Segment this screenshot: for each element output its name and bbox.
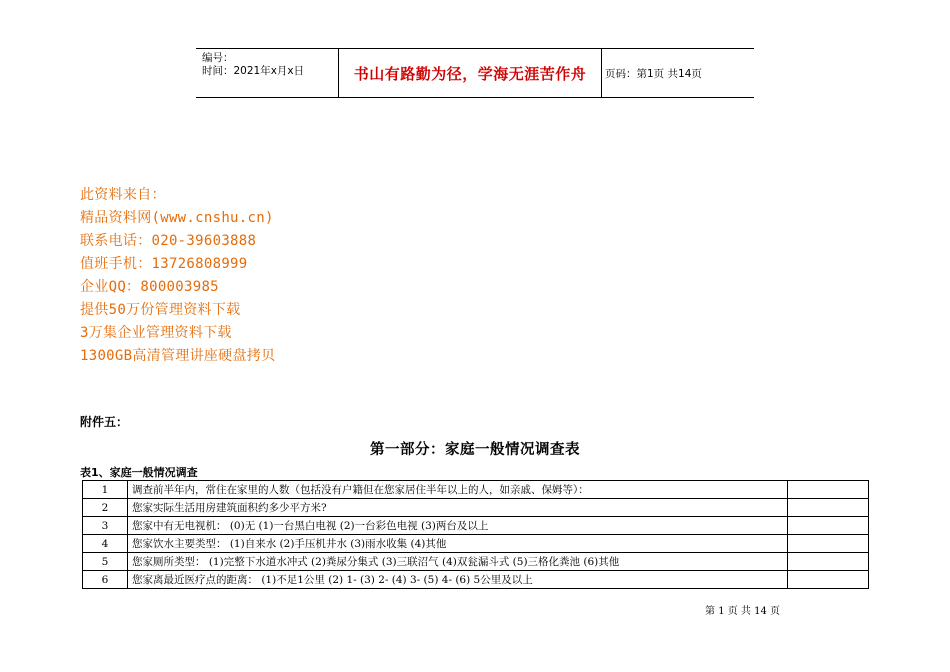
annex-label: 附件五： bbox=[80, 415, 129, 429]
promo-line: 值班手机：13726808999 bbox=[80, 256, 248, 272]
table-row bbox=[83, 571, 869, 589]
row-question: 调查前半年内，常住在家里的人数（包括没有户籍但在您家居住半年以上的人，如亲戚、保姆等）： bbox=[128, 481, 788, 499]
promo-line: 3万集企业管理资料下载 bbox=[80, 325, 232, 341]
survey-table bbox=[82, 480, 869, 589]
row-answer-cell[interactable] bbox=[788, 517, 869, 535]
row-number: 3 bbox=[83, 517, 128, 535]
part-title: 第一部分：家庭一般情况调查表 bbox=[370, 442, 580, 458]
row-number: 1 bbox=[83, 481, 128, 499]
promo-line: 企业QQ：800003985 bbox=[80, 279, 219, 295]
row-answer-cell[interactable] bbox=[788, 535, 869, 553]
row-question: 您家厕所类型： (1)完整下水道水冲式 (2)粪尿分集式 (3)三联沼气 (4)双瓮漏斗式 (5)三格化粪池 (6)其他 bbox=[128, 553, 788, 571]
row-number: 6 bbox=[83, 571, 128, 589]
page-header bbox=[196, 48, 754, 98]
row-question: 您家饮水主要类型： (1)自来水 (2)手压机井水 (3)雨水收集 (4)其他 bbox=[128, 535, 788, 553]
row-answer-cell[interactable] bbox=[788, 499, 869, 517]
header-page-code: 页码：第1页 共14页 bbox=[605, 67, 702, 80]
table-row bbox=[83, 517, 869, 535]
promo-line: 此资料来自： bbox=[80, 187, 166, 203]
promo-line: 提供50万份管理资料下载 bbox=[80, 302, 241, 318]
row-question: 您家离最近医疗点的距离： (1)不足1公里 (2) 1- (3) 2- (4) 3- (5) 4- (6) 5公里及以上 bbox=[128, 571, 788, 589]
table-row bbox=[83, 499, 869, 517]
page-footer: 第 1 页 共 14 页 bbox=[705, 606, 780, 617]
promo-line: 1300GB高清管理讲座硬盘拷贝 bbox=[80, 348, 276, 364]
row-question: 您家中有无电视机： (0)无 (1)一台黑白电视 (2)一台彩色电视 (3)两台及以上 bbox=[128, 517, 788, 535]
promo-line: 联系电话：020-39603888 bbox=[80, 233, 257, 249]
header-left-cell bbox=[196, 49, 339, 97]
header-motto: 书山有路勤为径，学海无涯苦作舟 bbox=[339, 49, 602, 97]
row-question: 您家实际生活用房建筑面积约多少平方米? bbox=[128, 499, 788, 517]
promo-block bbox=[80, 184, 275, 368]
row-number: 2 bbox=[83, 499, 128, 517]
table-row bbox=[83, 553, 869, 571]
row-answer-cell[interactable] bbox=[788, 481, 869, 499]
date-line: 时间：2021年x月x日 bbox=[202, 65, 305, 77]
row-answer-cell[interactable] bbox=[788, 571, 869, 589]
serial-label: 编号： bbox=[202, 52, 234, 64]
row-number: 5 bbox=[83, 553, 128, 571]
promo-line: 精品资料网(www.cnshu.cn) bbox=[80, 210, 274, 226]
table-row bbox=[83, 535, 869, 553]
table-title: 表1、家庭一般情况调查 bbox=[80, 466, 198, 479]
table-row bbox=[83, 481, 869, 499]
row-answer-cell[interactable] bbox=[788, 553, 869, 571]
row-number: 4 bbox=[83, 535, 128, 553]
